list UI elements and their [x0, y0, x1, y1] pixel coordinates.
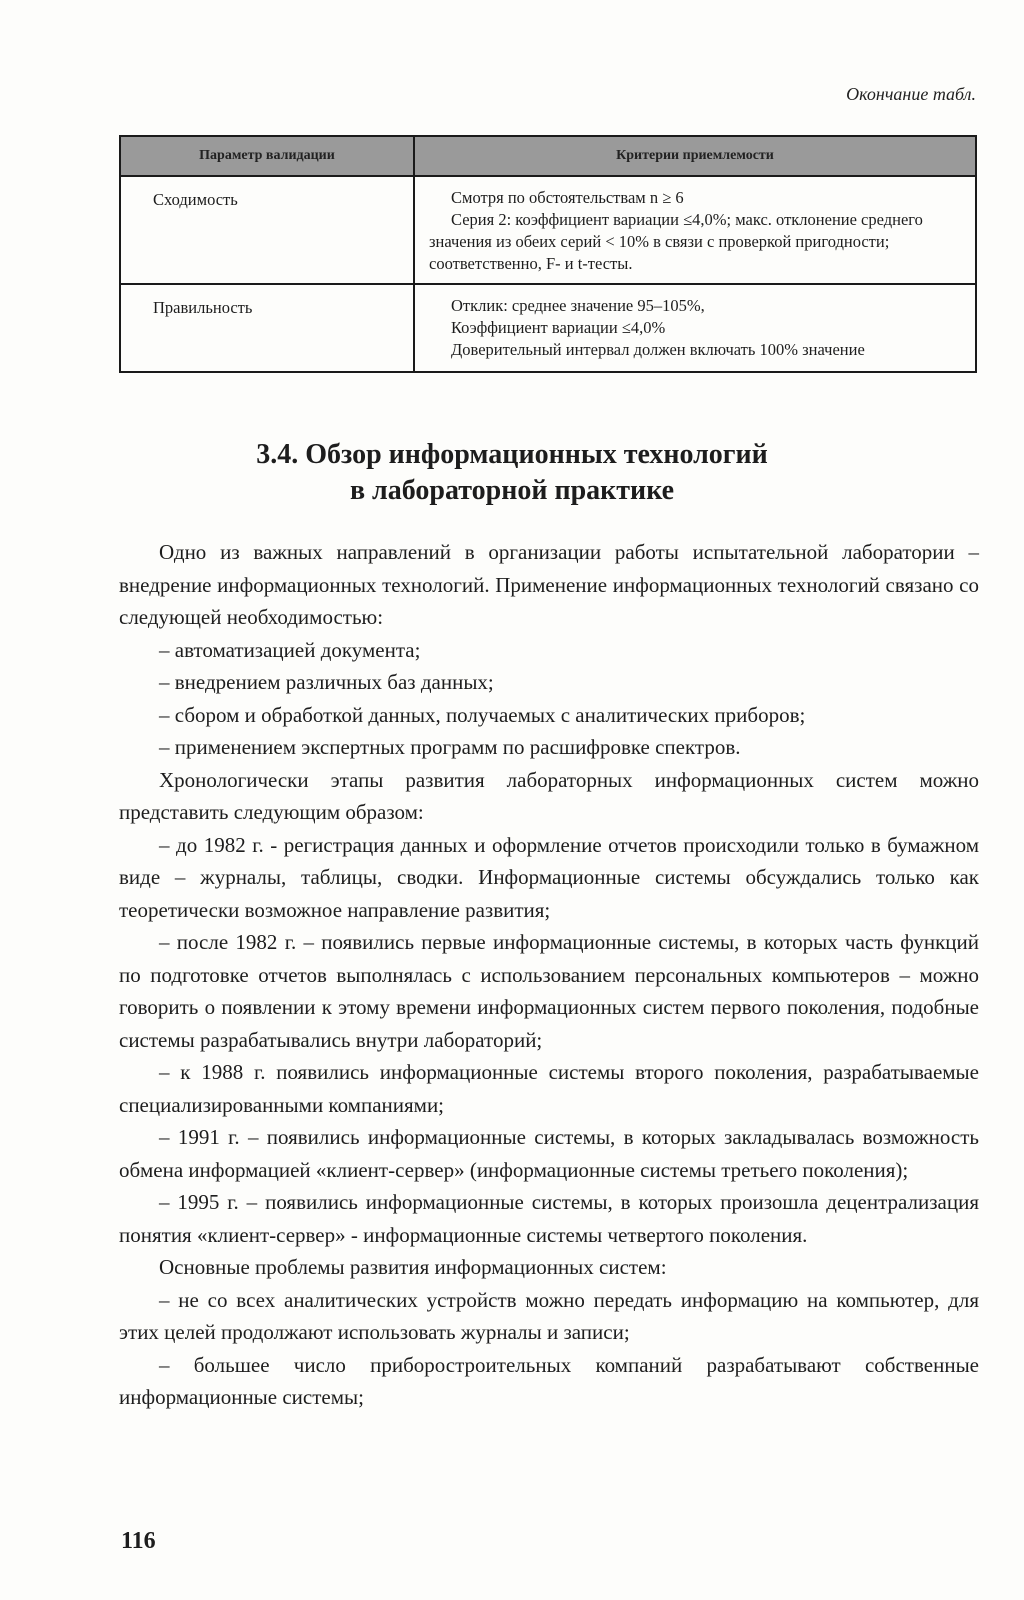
table-row	[120, 284, 976, 372]
list-item: – сбором и обработкой данных, получаемых с аналитических приборов;	[159, 702, 806, 727]
criteria-line: Серия 2: коэффициент вариации ≤4,0%; макс. отклонение среднего значения из обеих серий < 10% в связи с проверкой пригодности; соответственно, F- и t-тесты.	[429, 210, 923, 273]
list-item: – не со всех аналитических устройств можно передать информацию на компьютер, для этих целей продолжают использовать журналы и записи;	[119, 1287, 979, 1344]
criteria-line: Смотря по обстоятельствам n ≥ 6	[451, 188, 684, 207]
table-header-row	[120, 136, 976, 176]
table-continuation-label: Окончание табл.	[846, 84, 976, 104]
paragraph: Хронологически этапы развития лабораторных информационных систем можно представить следующим образом:	[119, 767, 979, 824]
table-header-cell: Критерии приемлемости	[414, 136, 976, 176]
table-cell-parameter: Правильность	[120, 284, 414, 372]
section-title	[0, 437, 1024, 509]
list-item: – до 1982 г. - регистрация данных и оформление отчетов происходили только в бумажном виде – журналы, таблицы, сводки. Информационные системы обсуждались только как теоретически возможное направление развития;	[119, 832, 979, 922]
list-item: – применением экспертных программ по расшифровке спектров.	[159, 735, 741, 759]
table-cell-criteria	[414, 284, 976, 372]
list-item: – после 1982 г. – появились первые информационные системы, в которых часть функций по подготовке отчетов выполнялась с использованием персональных компьютеров – можно говорить о появлении к этому времени информационных систем первого поколения, подобные системы разрабатывались внутри лабораторий;	[119, 930, 979, 1052]
table-cell-parameter: Сходимость	[120, 176, 414, 284]
paragraph: Основные проблемы развития информационных систем:	[159, 1255, 667, 1279]
table-header-cell: Параметр валидации	[120, 136, 414, 176]
list-item: – большее число приборостроительных компаний разрабатывают собственные информационные системы;	[119, 1352, 979, 1409]
list-item: – внедрением различных баз данных;	[159, 670, 494, 694]
list-item: – к 1988 г. появились информационные системы второго поколения, разрабатываемые специализированными компаниями;	[119, 1060, 979, 1117]
criteria-line: Отклик: среднее значение 95–105%,	[451, 296, 705, 315]
list-item: – 1995 г. – появились информационные системы, в которых произошла децентрализация понятия «клиент-сервер» - информационные системы четвертого поколения.	[119, 1190, 979, 1247]
list-item: – 1991 г. – появились информационные системы, в которых закладывалась возможность обмена информацией «клиент-сервер» (информационные системы третьего поколения);	[119, 1125, 979, 1182]
body-text	[119, 536, 979, 1414]
section-title-line: в лабораторной практике	[349, 475, 675, 506]
page-number: 116	[121, 1528, 156, 1554]
criteria-line: Коэффициент вариации ≤4,0%	[451, 318, 666, 337]
table-cell-criteria	[414, 176, 976, 284]
paragraph: Одно из важных направлений в организации работы испытательной лаборатории – внедрение информационных технологий. Применение информационных технологий связано со следующей необходимостью:	[119, 540, 979, 629]
table-row	[120, 176, 976, 284]
criteria-line: Доверительный интервал должен включать 100% значение	[451, 340, 865, 359]
section-title-line: 3.4. Обзор информационных технологий	[256, 439, 768, 470]
list-item: – автоматизацией документа;	[159, 637, 421, 662]
validation-criteria-table	[119, 135, 977, 373]
